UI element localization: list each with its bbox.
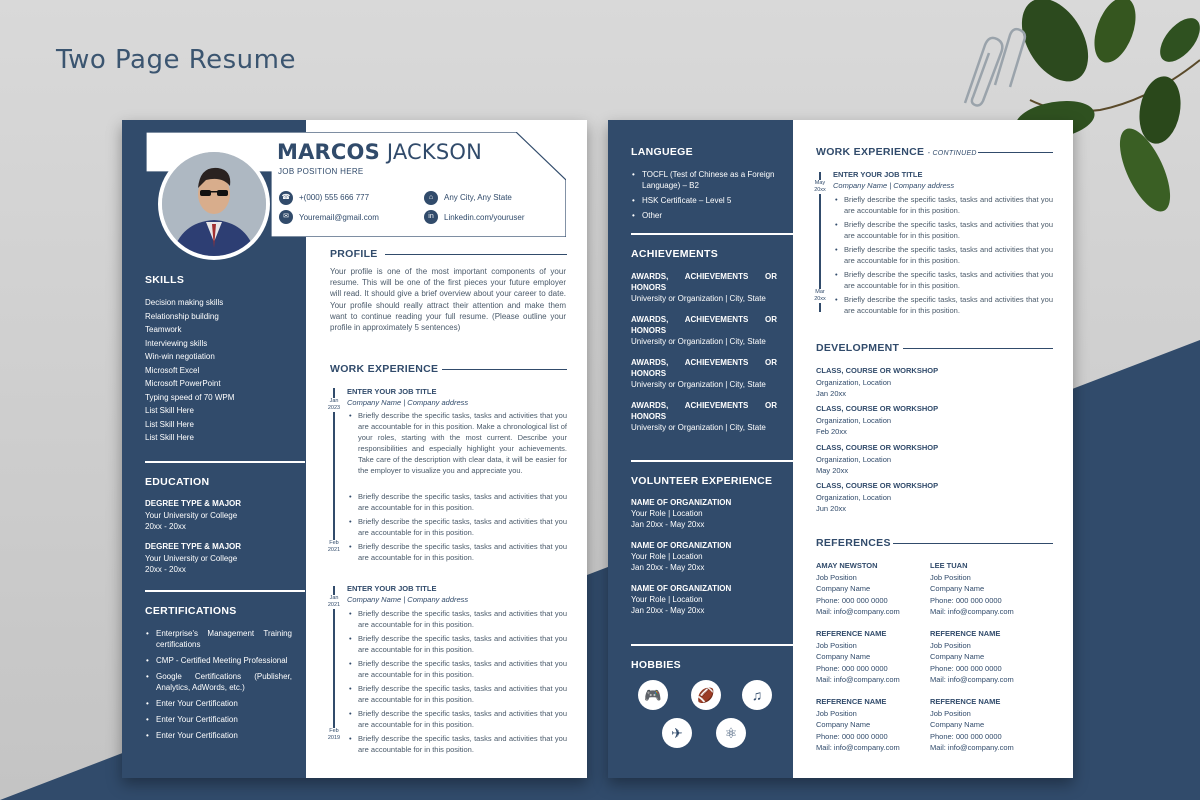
phone-icon: ☎ xyxy=(279,191,293,205)
music-icon: ♫ xyxy=(742,680,772,710)
job-bullet: • Briefly describe the specific tasks, tasks and activities that you are accountable for in this position. xyxy=(358,708,567,730)
divider xyxy=(978,152,1053,153)
skill-item: List Skill Here xyxy=(145,406,194,415)
achievement-entry: AWARDS, ACHIEVEMENTS OR HONORS University or Organization | City, State xyxy=(631,272,777,303)
hobbies-heading: HOBBIES xyxy=(631,659,681,671)
divider xyxy=(145,590,305,592)
timeline-date: Mar 20xx xyxy=(811,289,829,303)
reference-entry: AMAY NEWSTON Job Position Company Name Phone: 000 000 0000 Mail: info@company.com xyxy=(816,561,900,616)
job-bullet: • Briefly describe the specific tasks, tasks and activities that you are accountable for in this position. xyxy=(358,733,567,755)
certification-item: • Enter Your Certification xyxy=(146,715,238,724)
timeline-date: Feb 2021 xyxy=(325,540,343,554)
address-text: Any City, Any State xyxy=(444,193,512,202)
certifications-heading: CERTIFICATIONS xyxy=(145,605,237,617)
job-bullet: • Briefly describe the specific tasks, tasks and activities that you are accountable for in this position. xyxy=(844,294,1053,316)
job-title: ENTER YOUR JOB TITLE xyxy=(347,584,437,593)
development-entry: CLASS, COURSE OR WORKSHOP Organization, Location Jun 20xx xyxy=(816,481,939,513)
development-entry: CLASS, COURSE OR WORKSHOP Organization, Location May 20xx xyxy=(816,443,939,475)
timeline-date: Jan 2023 xyxy=(325,398,343,412)
divider xyxy=(903,348,1053,349)
skills-heading: SKILLS xyxy=(145,274,185,286)
divider xyxy=(442,369,567,370)
plane-icon: ✈ xyxy=(662,718,692,748)
skill-item: List Skill Here xyxy=(145,433,194,442)
network-icon: ⚛ xyxy=(716,718,746,748)
skill-item: List Skill Here xyxy=(145,419,194,429)
resume-page-2 xyxy=(608,120,1073,778)
education-heading: EDUCATION xyxy=(145,476,210,488)
language-heading: LANGUEGE xyxy=(631,146,693,158)
job-bullet: • Briefly describe the specific tasks, tasks and activities that you are accountable for in this position. xyxy=(844,269,1053,291)
email-text: Youremail@gmail.com xyxy=(299,213,379,222)
linkedin-text: Linkedin.com/youruser xyxy=(444,213,525,222)
certification-item: • CMP - Certified Meeting Professional xyxy=(146,656,288,665)
divider xyxy=(631,233,793,235)
volunteer-entry: NAME OF ORGANIZATION Your Role | Location Jan 20xx - May 20xx xyxy=(631,584,732,615)
reference-entry: REFERENCE NAME Job Position Company Name Phone: 000 000 0000 Mail: info@company.com xyxy=(816,629,900,684)
profile-photo xyxy=(158,148,270,260)
language-item: • Other xyxy=(632,211,663,220)
gamepad-icon: 🎮 xyxy=(638,680,668,710)
job-bullet: • Briefly describe the specific tasks, tasks and activities that you are accountable for in this position. Make a chronological list of your roles, starting with the most current. Describe your responsibilities and especially highlight your achievements. Take care of the description with clear data, it will be easier for the employer to visualize you and appreciate you. xyxy=(358,410,567,476)
achievement-entry: AWARDS, ACHIEVEMENTS OR HONORS University or Organization | City, State xyxy=(631,358,777,389)
email-icon: ✉ xyxy=(279,210,293,224)
reference-entry: REFERENCE NAME Job Position Company Name Phone: 000 000 0000 Mail: info@company.com xyxy=(930,629,1014,684)
linkedin-icon: in xyxy=(424,210,438,224)
phone-text: +(000) 555 666 777 xyxy=(299,193,370,202)
job-position: JOB POSITION HERE xyxy=(278,167,364,176)
development-entry: CLASS, COURSE OR WORKSHOP Organization, Location Jan 20xx xyxy=(816,366,939,398)
skill-item: Microsoft PowerPoint xyxy=(145,379,221,388)
job-title: ENTER YOUR JOB TITLE xyxy=(833,170,923,179)
paperclip-icon xyxy=(955,25,1030,110)
volunteer-heading: VOLUNTEER EXPERIENCE xyxy=(631,475,773,487)
resume-page-1 xyxy=(122,120,587,778)
job-company: Company Name | Company address xyxy=(833,181,955,190)
skill-item: Microsoft Excel xyxy=(145,365,200,375)
language-list xyxy=(632,169,782,225)
job-bullet: • Briefly describe the specific tasks, tasks and activities that you are accountable for in this position. xyxy=(358,658,567,680)
timeline-date: Feb 2019 xyxy=(325,728,343,742)
development-heading: DEVELOPMENT xyxy=(816,342,900,354)
job-bullet: • Briefly describe the specific tasks, tasks and activities that you are accountable for in this position. xyxy=(358,683,567,705)
football-icon: 🏈 xyxy=(691,680,721,710)
job-bullet: • Briefly describe the specific tasks, tasks and activities that you are accountable for in this position. xyxy=(844,219,1053,241)
divider xyxy=(631,460,793,462)
certification-item: • Enter Your Certification xyxy=(146,699,238,708)
certification-item: • Google Certifications (Publisher, Analytics, AdWords, etc.) xyxy=(146,672,292,692)
education-entry: DEGREE TYPE & MAJOR Your University or College 20xx - 20xx xyxy=(145,542,242,574)
job-bullet: • Briefly describe the specific tasks, tasks and activities that you are accountable for in this position. xyxy=(358,516,567,538)
skill-item: Decision making skills xyxy=(145,298,224,307)
divider xyxy=(631,644,793,646)
divider xyxy=(145,461,305,463)
profile-text: Your profile is one of the most important components of your resume. This will be one of the first pieces your future employer will read. It should give a brief overview about your career to date. Your profile should really attract their attention and make them want to continue reading your full resume. (Please outline your profile in approximately 5 sentences) xyxy=(330,267,566,333)
work-heading: WORK EXPERIENCE xyxy=(330,363,439,375)
job-company: Company Name | Company address xyxy=(347,398,469,407)
divider xyxy=(385,254,567,255)
divider xyxy=(893,543,1053,544)
references-heading: REFERENCES xyxy=(816,537,891,549)
skills-list xyxy=(145,296,295,445)
job-bullet: • Briefly describe the specific tasks, tasks and activities that you are accountable for in this position. xyxy=(844,244,1053,266)
achievement-entry: AWARDS, ACHIEVEMENTS OR HONORS University or Organization | City, State xyxy=(631,315,777,346)
reference-entry: LEE TUAN Job Position Company Name Phone: 000 000 0000 Mail: info@company.com xyxy=(930,561,1014,616)
reference-entry: REFERENCE NAME Job Position Company Name Phone: 000 000 0000 Mail: info@company.com xyxy=(930,697,1014,752)
job-bullet: • Briefly describe the specific tasks, tasks and activities that you are accountable for in this position. xyxy=(358,541,567,563)
job-bullet: • Briefly describe the specific tasks, tasks and activities that you are accountable for in this position. xyxy=(358,608,567,630)
education-entry: DEGREE TYPE & MAJOR Your University or College 20xx - 20xx xyxy=(145,499,242,531)
language-item: • HSK Certificate – Level 5 xyxy=(632,196,732,205)
work-continued-heading: WORK EXPERIENCE - CONTINUED xyxy=(816,146,977,158)
job-title: ENTER YOUR JOB TITLE xyxy=(347,387,437,396)
skill-item: Relationship building xyxy=(145,311,219,321)
location-icon: ⌂ xyxy=(424,191,438,205)
reference-entry: REFERENCE NAME Job Position Company Name Phone: 000 000 0000 Mail: info@company.com xyxy=(816,697,900,752)
volunteer-entry: NAME OF ORGANIZATION Your Role | Location Jan 20xx - May 20xx xyxy=(631,541,732,572)
volunteer-entry: NAME OF ORGANIZATION Your Role | Location Jan 20xx - May 20xx xyxy=(631,498,732,529)
skill-item: Interviewing skills xyxy=(145,338,208,348)
candidate-name: MARCOS JACKSON xyxy=(277,140,483,164)
language-item: • TOCFL (Test of Chinese as a Foreign Language) – B2 xyxy=(632,170,775,190)
person-avatar-icon xyxy=(162,152,266,256)
profile-heading: PROFILE xyxy=(330,248,378,260)
skill-item: Typing speed of 70 WPM xyxy=(145,392,235,402)
achievement-entry: AWARDS, ACHIEVEMENTS OR HONORS University or Organization | City, State xyxy=(631,401,777,432)
certification-item: • Enter Your Certification xyxy=(146,731,238,740)
development-entry: CLASS, COURSE OR WORKSHOP Organization, Location Feb 20xx xyxy=(816,404,939,436)
job-bullet: • Briefly describe the specific tasks, tasks and activities that you are accountable for in this position. xyxy=(358,633,567,655)
achievements-heading: ACHIEVEMENTS xyxy=(631,248,719,260)
skill-item: Teamwork xyxy=(145,325,182,334)
skill-item: Win-win negotiation xyxy=(145,352,215,361)
certification-item: • Enterprise's Management Training certifications xyxy=(146,629,292,649)
certifications-list xyxy=(146,628,292,746)
timeline-date: May 20xx xyxy=(811,180,829,194)
timeline-date: Jan 2021 xyxy=(325,595,343,609)
job-company: Company Name | Company address xyxy=(347,595,469,604)
showcase-title: Two Page Resume xyxy=(56,45,296,75)
job-bullet: • Briefly describe the specific tasks, tasks and activities that you are accountable for in this position. xyxy=(844,194,1053,216)
job-bullet: • Briefly describe the specific tasks, tasks and activities that you are accountable for in this position. xyxy=(358,491,567,513)
